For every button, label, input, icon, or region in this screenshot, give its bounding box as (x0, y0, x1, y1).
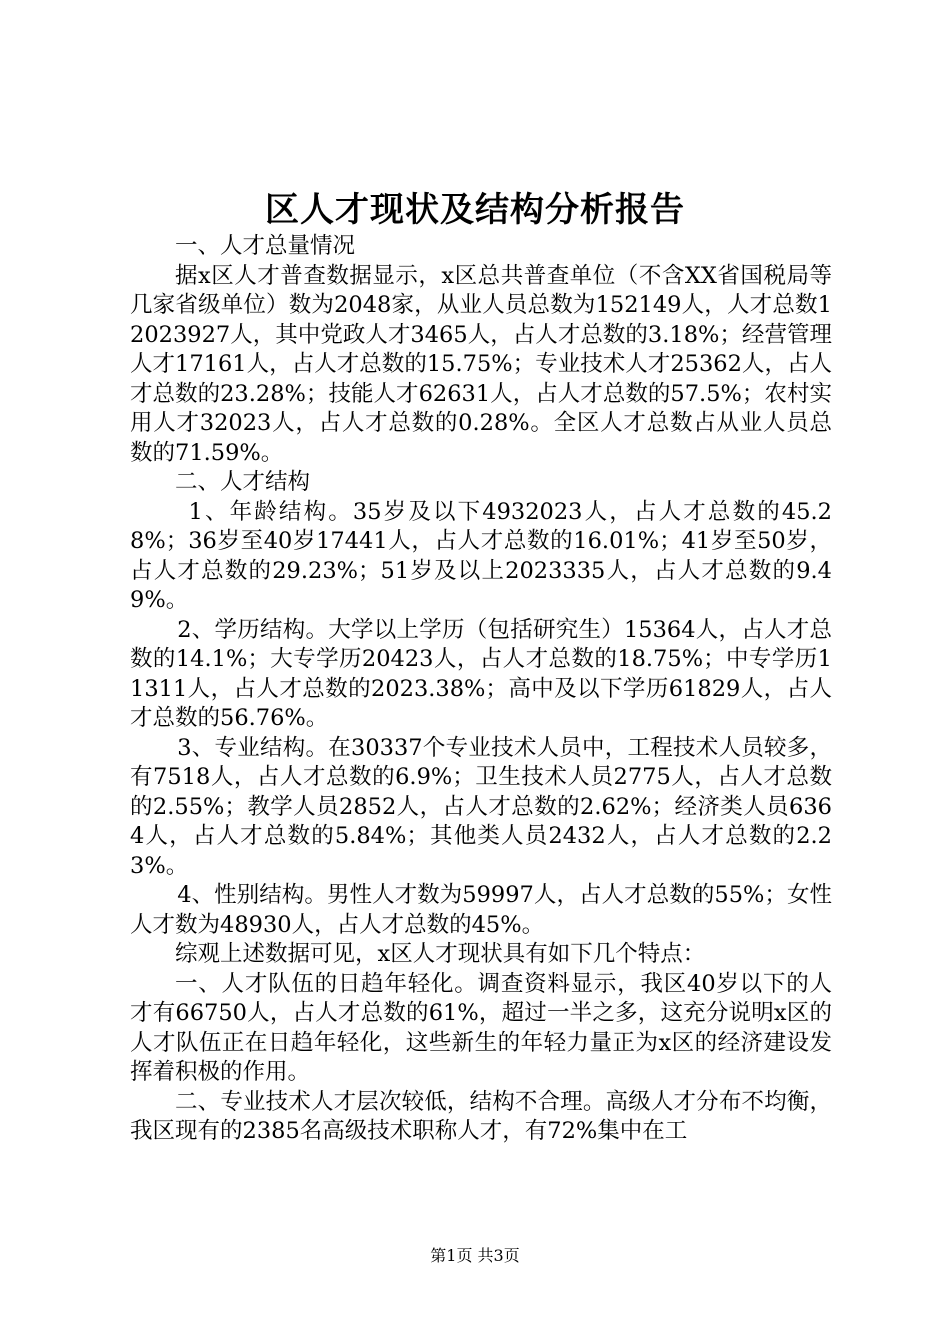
paragraph-age-structure: 1、年龄结构。35岁及以下4932023人，占人才总数的45.28%；36岁至40岁17441人，占人才总数的16.01%；41岁至50岁，占人才总数的29.23%；51岁及以上2023335人，占人才总数的9.49%。 (130, 498, 832, 613)
paragraph-total-overview: 据x区人才普查数据显示，x区总共普查单位（不含XX省国税局等几家省级单位）数为2048家，从业人员总数为152149人，人才总数12023927人，其中党政人才3465人，占人才总数的3.18%；经营管理人才17161人，占人才总数的15.75%；专业技术人才25362人，占人才总数的23.28%；技能人才62631人，占人才总数的57.5%；农村实用人才32023人，占人才总数的0.28%。全区人才总数占从业人员总数的71.59%。 (130, 262, 832, 466)
page-footer: 第1页 共3页 (430, 1246, 520, 1265)
section-heading-structure: 二、人才结构 (175, 469, 311, 495)
document-title: 区人才现状及结构分析报告 (265, 190, 685, 230)
paragraph-gender-structure: 4、性别结构。男性人才数为59997人，占人才总数的55%；女性人才数为48930人，占人才总数的45%。 (130, 882, 832, 938)
paragraph-education-structure: 2、学历结构。大学以上学历（包括研究生）15364人，占人才总数的14.1%；大专学历20423人，占人才总数的18.75%；中专学历11311人，占人才总数的2023.38%；高中及以下学历61829人，占人才总数的56.76%。 (130, 616, 832, 731)
paragraph-summary-intro: 综观上述数据可见，x区人才现状具有如下几个特点： (175, 941, 706, 967)
paragraph-profession-structure: 3、专业结构。在30337个专业技术人员中，工程技术人员较多，有7518人，占人才总数的6.9%；卫生技术人员2775人，占人才总数的2.55%；教学人员2852人，占人才总数的2.62%；经济类人员6364人，占人才总数的5.84%；其他类人员2432人，占人才总数的2.23%。 (130, 734, 832, 879)
paragraph-feature-young: 一、人才队伍的日趋年轻化。调查资料显示，我区40岁以下的人才有66750人，占人才总数的61%，超过一半之多，这充分说明x区的人才队伍正在日趋年轻化，这些新生的年轻力量正为x区的经济建设发挥着积极的作用。 (130, 970, 832, 1085)
section-heading-total: 一、人才总量情况 (175, 233, 356, 259)
paragraph-feature-low-level: 二、专业技术人才层次较低，结构不合理。高级人才分布不均衡，我区现有的2385名高级技术职称人才，有72%集中在工 (130, 1088, 832, 1144)
document-body (130, 232, 832, 1147)
